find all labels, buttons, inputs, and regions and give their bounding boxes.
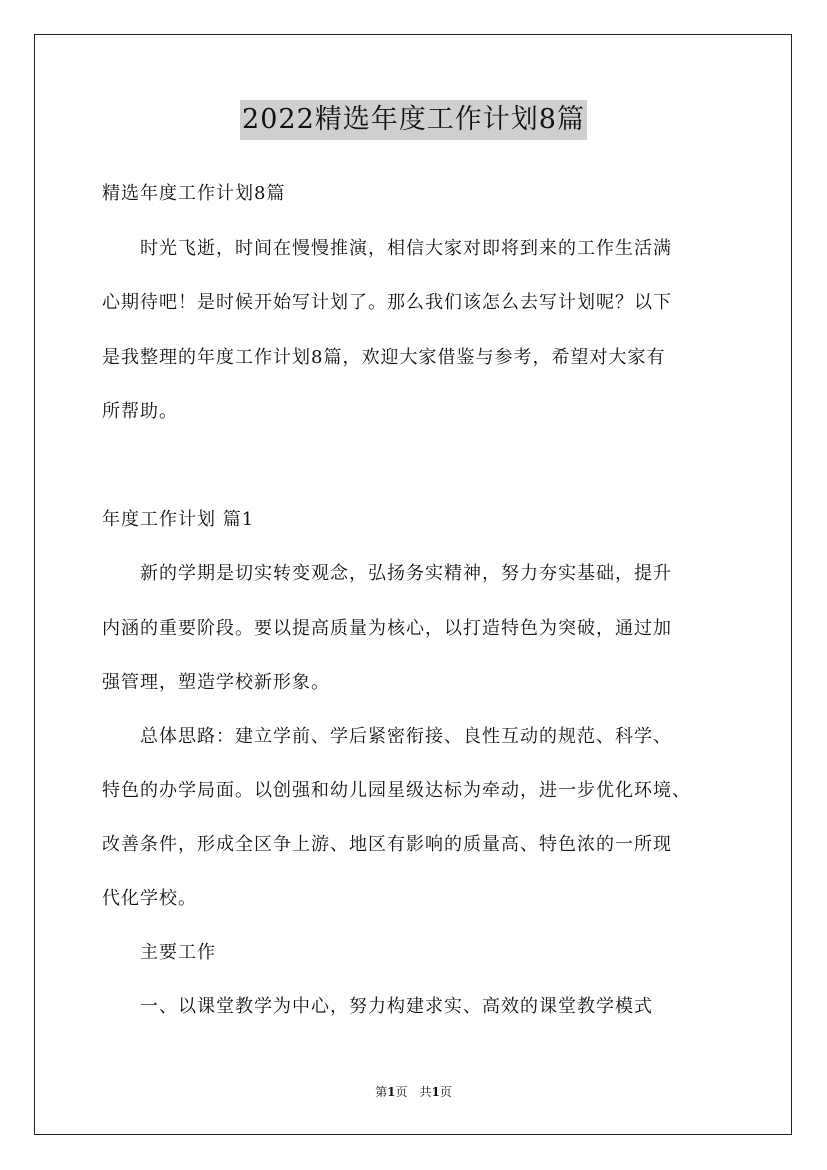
document-title: 2022精选年度工作计划8篇 — [240, 100, 587, 140]
footer-page-number: 1 — [387, 1085, 396, 1099]
paragraph-line: 主要工作 — [102, 942, 216, 963]
paragraph-line: 强管理，塑造学校新形象。 — [102, 672, 330, 693]
section-heading: 年度工作计划 篇1 — [102, 509, 255, 530]
title-container — [0, 100, 827, 140]
paragraph-line: 内涵的重要阶段。要以提高质量为核心，以打造特色为突破，通过加 — [102, 618, 672, 639]
paragraph-line: 代化学校。 — [102, 888, 197, 909]
page-footer — [0, 1084, 827, 1100]
paragraph-line: 一、以课堂教学为中心，努力构建求实、高效的课堂教学模式 — [102, 996, 653, 1017]
footer-page-suffix: 页 — [439, 1085, 452, 1099]
paragraph-line: 心期待吧！是时候开始写计划了。那么我们该怎么去写计划呢？以下 — [102, 292, 672, 313]
paragraph-line: 时光飞逝，时间在慢慢推演，相信大家对即将到来的工作生活满 — [102, 238, 672, 259]
paragraph-line: 是我整理的年度工作计划8篇，欢迎大家借鉴与参考，希望对大家有 — [102, 347, 666, 368]
paragraph-line: 新的学期是切实转变观念，弘扬务实精神，努力夯实基础，提升 — [102, 563, 672, 584]
document-subtitle: 精选年度工作计划8篇 — [102, 183, 286, 204]
paragraph-line: 所帮助。 — [102, 401, 178, 422]
paragraph-line: 总体思路：建立学前、学后紧密衔接、良性互动的规范、科学、 — [102, 726, 672, 747]
footer-page-total: 1 — [431, 1085, 440, 1099]
paragraph-line: 改善条件，形成全区争上游、地区有影响的质量高、特色浓的一所现 — [102, 834, 672, 855]
footer-page-prefix: 第 — [375, 1085, 388, 1099]
paragraph-line: 特色的办学局面。以创强和幼儿园星级达标为牵动，进一步优化环境、 — [102, 780, 691, 801]
footer-page-mid: 页 共 — [395, 1085, 432, 1099]
